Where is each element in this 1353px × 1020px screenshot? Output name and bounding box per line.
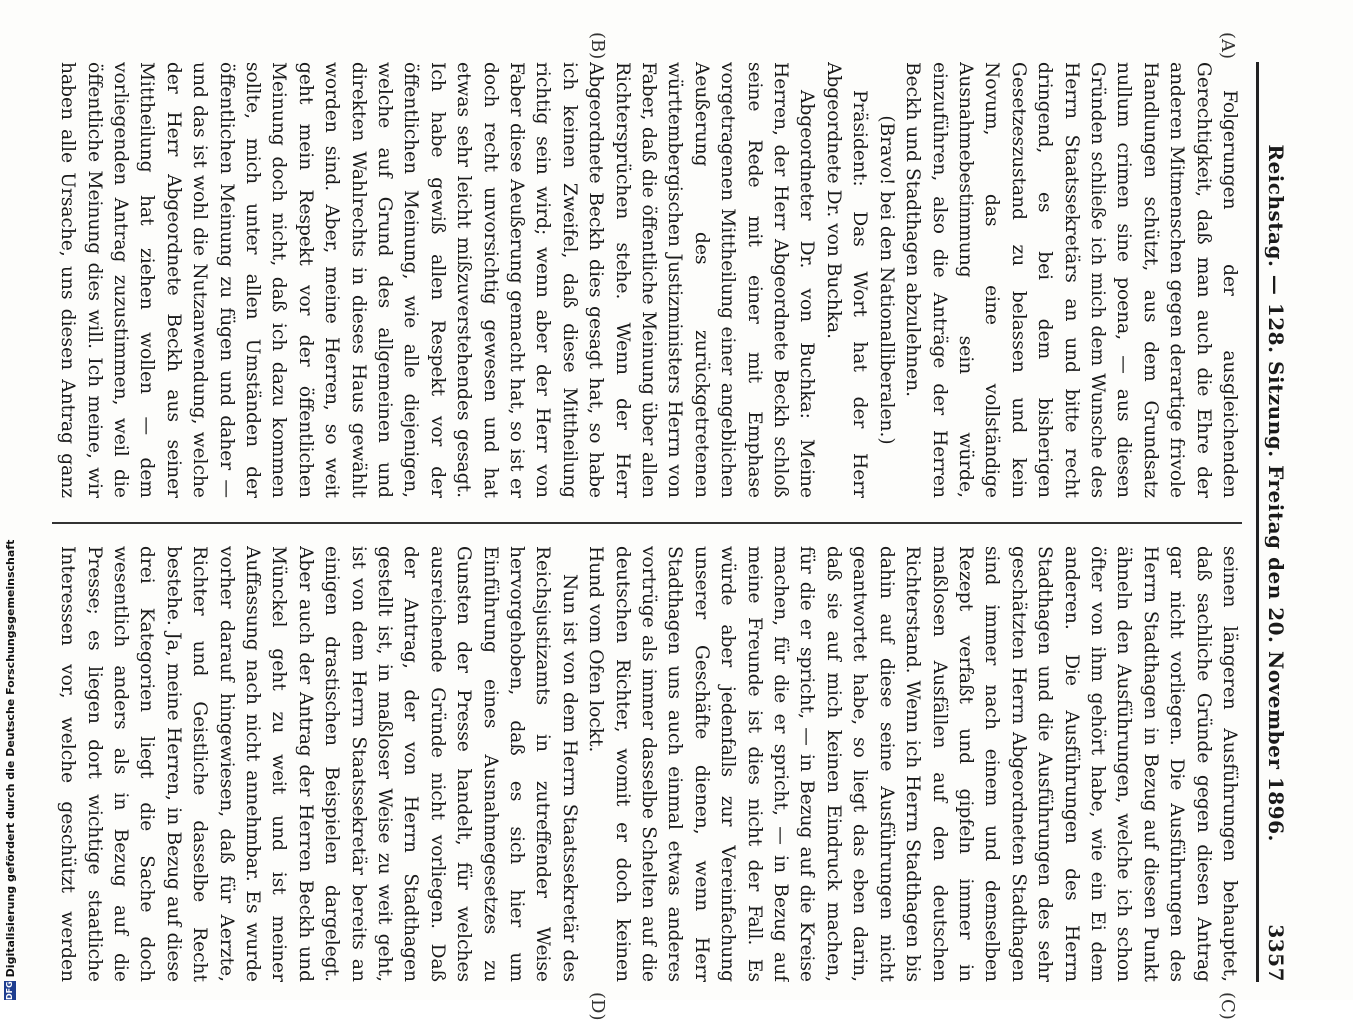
right-column	[52, 546, 1242, 982]
paragraph: seinen längeren Ausführungen behauptet, daß sachliche Gründe gegen diesen Antrag gar nicht vorliegen. Die Ausführungen des Herrn Stadthagen in Bezug auf diesen Punkt ähneln den Ausführungen, welche ich schon öfter von ihm gehört habe, wie ein Ei dem anderen. Die Ausführungen des Herrn Stadthagen und die Ausführungen des sehr geschätzten Herrn Abgeordneten Stadthagen sind immer nach einem und demselben Rezept verfaßt und gipfeln immer in maßlosen Ausfällen auf den deutschen Richterstand. Wenn ich Herrn Stadthagen bis dahin auf diese seine Ausführungen nicht geantwortet habe, so liegt das eben darin, daß sie auf mich keinen Eindruck machen, für die er spricht, — in Bezug auf die Kreise machen, für die er spricht, — in Bezug auf meine Freunde ist dies nicht der Fall. Es würde aber jedenfalls zur Vereinfachung unserer Geschäfte dienen, wenn Herr Stadthagen uns auch einmal etwas anderes vortrüge als immer dasselbe Schelten auf die deutschen Richter, womit er doch keinen Hund vom Ofen lockt.	[585, 546, 1240, 982]
paragraph: Nun ist von dem Herrn Staatssekretär des Reichsjustizamts in zutreffender Weise hervorgehoben, daß es sich hier um Einführung eines Ausnahmegesetzes zu Gunsten der Presse handelt, für welches ausreichende Gründe nicht vorliegen. Daß der Antrag, der von Herrn Stadthagen gestellt ist, in maßloser Weise zu weit geht, ist von dem Herrn Staatssekretär bereits an einigen drastischen Beispielen dargelegt. Aber auch der Antrag der Herren Beckh und Münckel geht zu weit und ist meiner Auffassung nach nicht annehmbar. Es wurde vorher darauf hingewiesen, daß für Aerzte, Richter und Geistliche dasselbe Recht bestehe. Ja, meine Herren, in Bezug auf diese drei Kategorien liegt die Sache doch wesentlich anders als in Bezug auf die Presse; es liegen dort wichtige staatliche Interessen vor, welche geschützt werden	[57, 546, 580, 982]
margin-marker-a: (A)	[1217, 32, 1238, 60]
paragraph: Präsident: Das Wort hat der Herr Abgeordnete Dr. von Buchka.	[822, 62, 871, 498]
page-header	[1254, 62, 1298, 982]
column-divider	[52, 522, 1242, 524]
margin-marker-c: (C)	[1217, 992, 1238, 1020]
digitization-credit	[2, 539, 18, 1000]
left-column	[52, 62, 1242, 498]
applause-note: (Bravo! bei den Nationalliberalen.)	[875, 115, 897, 445]
running-title: Reichstag. — 128. Sitzung. Freitag den 20. November 1896.	[1264, 144, 1288, 842]
margin-marker-d: (D)	[587, 992, 608, 1020]
rotated-page-content	[38, 32, 1298, 1020]
credit-text: Digitalisierung gefördert durch die Deutsche Forschungsgemeinschaft	[3, 539, 17, 978]
header-rule	[1256, 62, 1259, 982]
paragraph: Abgeordneter Dr. von Buchka: Meine Herren, der Herr Abgeordnete Beckh schloß seine Rede mit einer mit Emphase vorgetragenen Mittheilung einer angeblichen Aeußerung des zurückgetretenen württembergischen Justizministers Herrn von Faber, daß die öffentliche Meinung über allen Richtersprüchen stehe. Wenn der Herr Abgeordnete Beckh dies gesagt hat, so habe ich keinen Zweifel, daß diese Mittheilung richtig sein wird; wenn aber der Herr von Faber diese Aeußerung gemacht hat, so ist er doch recht unvorsichtig gewesen und hat etwas sehr leicht mißzuverstehendes gesagt. Ich habe gewiß allen Respekt vor der öffentlichen Meinung, wie alle diejenigen, welche auf Grund des allgemeinen und direkten Wahlrechts in dieses Haus gewählt worden sind. Aber, meine Herren, so weit geht mein Respekt vor der öffentlichen Meinung doch nicht, daß ich dazu kommen sollte, mich unter allen Umständen der öffentlichen Meinung zu fügen und daher — und das ist wohl die Nutzanwendung, welche der Herr Abgeordnete Beckh aus seiner Mittheilung hat ziehen wollen — dem vorliegenden Antrag zuzustimmen, weil die öffentliche Meinung dies will. Ich meine, wir haben alle Ursache, uns diesen Antrag ganz	[57, 62, 818, 498]
margin-marker-b: (B)	[587, 32, 608, 60]
dfg-logo-icon: DFG	[5, 981, 14, 1000]
paragraph: Folgerungen der ausgleichenden Gerechtigkeit, daß man auch die Ehre der anderen Mitmenschen gegen derartige frivole Handlungen schützt, aus dem Grundsatz nullum crimen sine poena, — aus diesen Gründen schließe ich mich dem Wunsche des Herrn Staatssekretärs an und bitte recht dringend, es bei dem bisherigen Gesetzeszustand zu belassen und kein Novum, das eine vollständige Ausnahmebestimmung sein würde, einzuführen, also die Anträge der Herren Beckh und Stadthagen abzulehnen.	[902, 62, 1240, 498]
page-number: 3357	[1264, 924, 1288, 982]
